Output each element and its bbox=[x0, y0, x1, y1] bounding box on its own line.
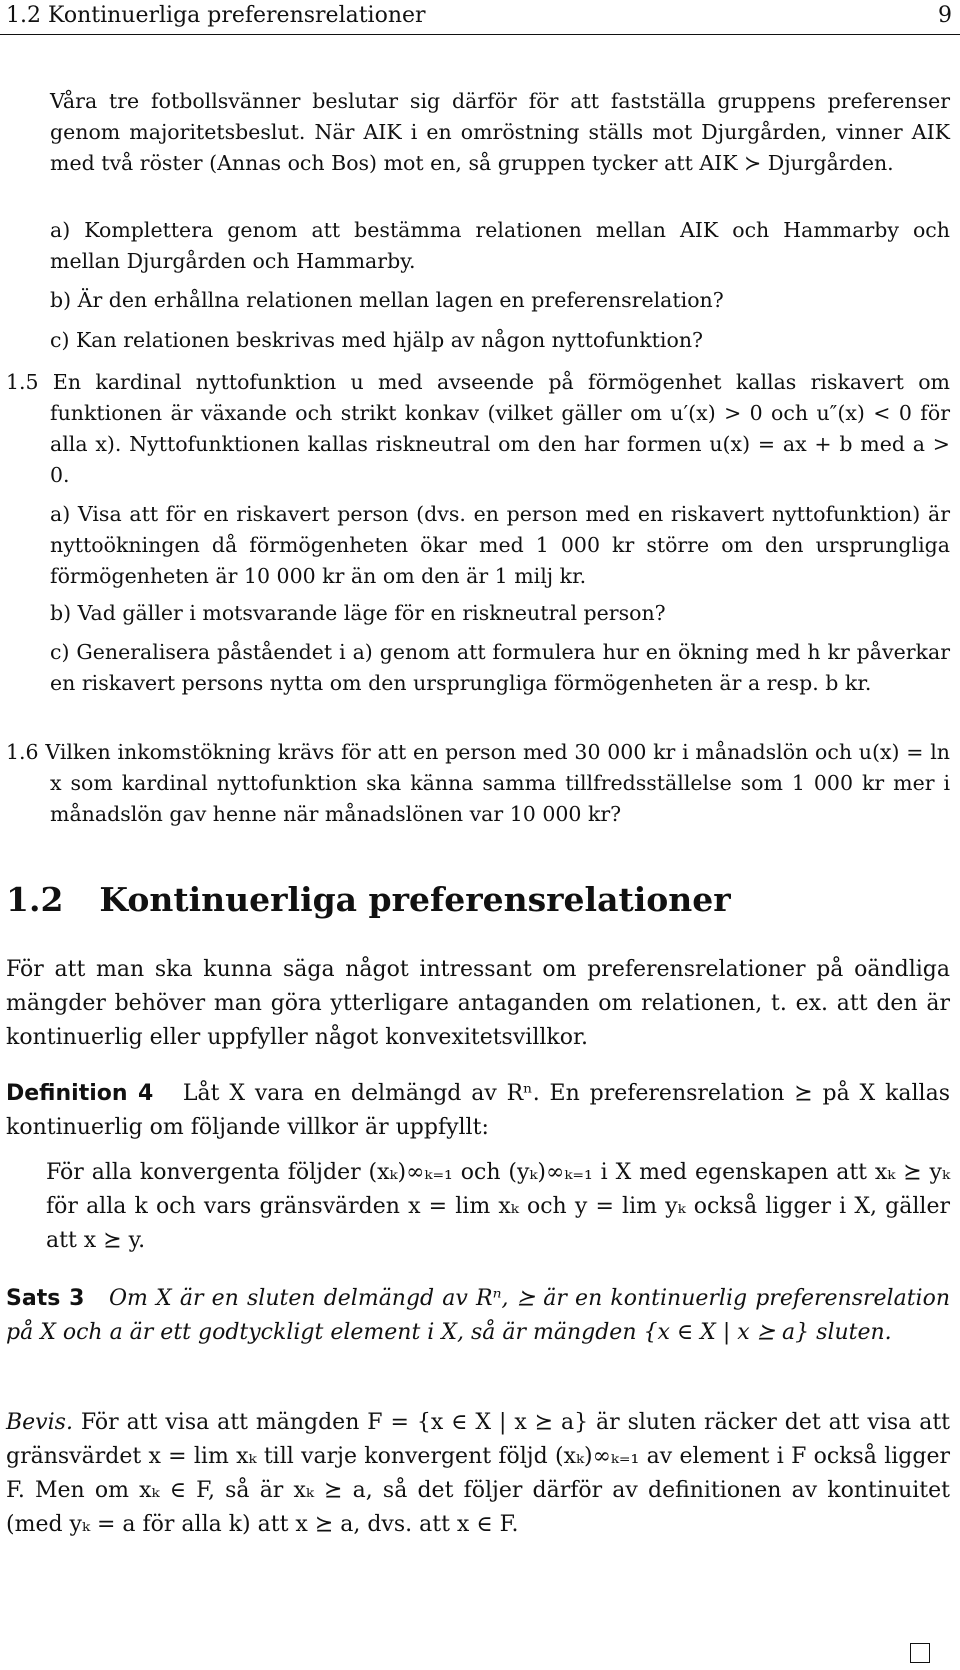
section-title: Kontinuerliga preferensrelationer bbox=[99, 880, 731, 919]
theorem-label: Sats 3 bbox=[6, 1286, 85, 1311]
exercise-1-4-part-b: b) Är den erhållna relationen mellan lagen en preferensrelation? bbox=[50, 288, 724, 312]
exercise-1-5-part-a: a) Visa att för en riskavert person (dvs. en person med en riskavert nyttofunktion) är nyttoökningen då förmögenheten ökar med 1 000 kr större om den ursprungliga förmögenheten är 10 000 kr än om den är 1 milj kr. bbox=[50, 502, 950, 588]
exercise-number: 1.5 bbox=[6, 370, 39, 394]
exercise-1-6 bbox=[6, 737, 950, 830]
running-header-title: 1.2 Kontinuerliga preferensrelationer bbox=[6, 3, 426, 28]
qed-square-icon bbox=[910, 1643, 930, 1663]
section-intro-paragraph: För att man ska kunna säga något intressant om preferensrelationer på oändliga mängder behöver man göra ytterligare antaganden om relationen, t. ex. att den är kontinuerlig eller uppfyller något konvexitetsvillkor. bbox=[6, 957, 950, 1050]
exercise-1-5-part-b: b) Vad gäller i motsvarande läge för en riskneutral person? bbox=[50, 601, 666, 625]
page-number: 9 bbox=[938, 3, 952, 28]
definition-condition-text: För alla konvergenta följder (xₖ)∞ₖ₌₁ och (yₖ)∞ₖ₌₁ i X med egenskapen att xₖ ⪰ yₖ för alla k och vars gränsvärden x = lim xₖ och y = lim yₖ också ligger i X, gäller att x ⪰ y. bbox=[46, 1160, 950, 1253]
exercise-number: 1.6 bbox=[6, 740, 39, 764]
exercise-1-4-part-a: a) Komplettera genom att bestämma relationen mellan AIK och Hammarby och mellan Djurgården och Hammarby. bbox=[50, 218, 950, 273]
proof-block bbox=[6, 1406, 950, 1542]
proof-label: Bevis. bbox=[6, 1410, 73, 1435]
section-heading bbox=[6, 878, 731, 922]
exercise-1-4-intro: Våra tre fotbollsvänner beslutar sig därför för att fastställa gruppens preferenser genom majoritetsbeslut. När AIK i en omröstning ställs mot Djurgården, vinner AIK med två röster (Annas och Bos) mot en, så gruppen tycker att AIK ≻ Djurgården. bbox=[50, 89, 950, 175]
definition-block bbox=[6, 1077, 950, 1145]
exercise-1-6-text: Vilken inkomstökning krävs för att en person med 30 000 kr i månadslön och u(x) = ln x som kardinal nyttofunktion ska känna samma tillfredsställelse som 1 000 kr mer i månadslön gav henne när månadslönen var 10 000 kr? bbox=[45, 740, 950, 826]
definition-text: Låt X vara en delmängd av Rⁿ. En preferensrelation ⪰ på X kallas kontinuerlig om följande villkor är uppfyllt: bbox=[6, 1081, 950, 1140]
theorem-block bbox=[6, 1282, 950, 1350]
exercise-1-5-part-c: c) Generalisera påståendet i a) genom att formulera hur en ökning med h kr påverkar en riskavert persons nytta om den ursprungliga förmögenheten är a resp. b kr. bbox=[50, 640, 950, 695]
exercise-1-4-part-c: c) Kan relationen beskrivas med hjälp av någon nyttofunktion? bbox=[50, 328, 704, 352]
section-number: 1.2 bbox=[6, 880, 64, 919]
theorem-text: Om X är en sluten delmängd av Rⁿ, ⪰ är en kontinuerlig preferensrelation på X och a är ett godtyckligt element i X, så är mängden {x ∈ X | x ⪰ a} sluten. bbox=[6, 1286, 950, 1345]
definition-condition bbox=[6, 1156, 950, 1258]
proof-text: För att visa att mängden F = {x ∈ X | x ⪰ a} är sluten räcker det att visa att gränsvärdet x = lim xₖ till varje konvergent följd (xₖ)∞ₖ₌₁ av element i F också ligger F. Men om xₖ ∈ F, så är xₖ ⪰ a, så det följer därför av definitionen av kontinuitet (med yₖ = a för alla k) att x ⪰ a, dvs. att x ∈ F. bbox=[6, 1410, 950, 1537]
definition-label: Definition 4 bbox=[6, 1081, 154, 1106]
running-header bbox=[0, 0, 960, 35]
exercise-1-5 bbox=[6, 367, 950, 491]
exercise-1-5-text: En kardinal nyttofunktion u med avseende på förmögenhet kallas riskavert om funktionen är växande och strikt konkav (vilket gäller om u′(x) > 0 och u″(x) < 0 för alla x). Nyttofunktionen kallas riskneutral om den har formen u(x) = ax + b med a > 0. bbox=[50, 370, 950, 487]
